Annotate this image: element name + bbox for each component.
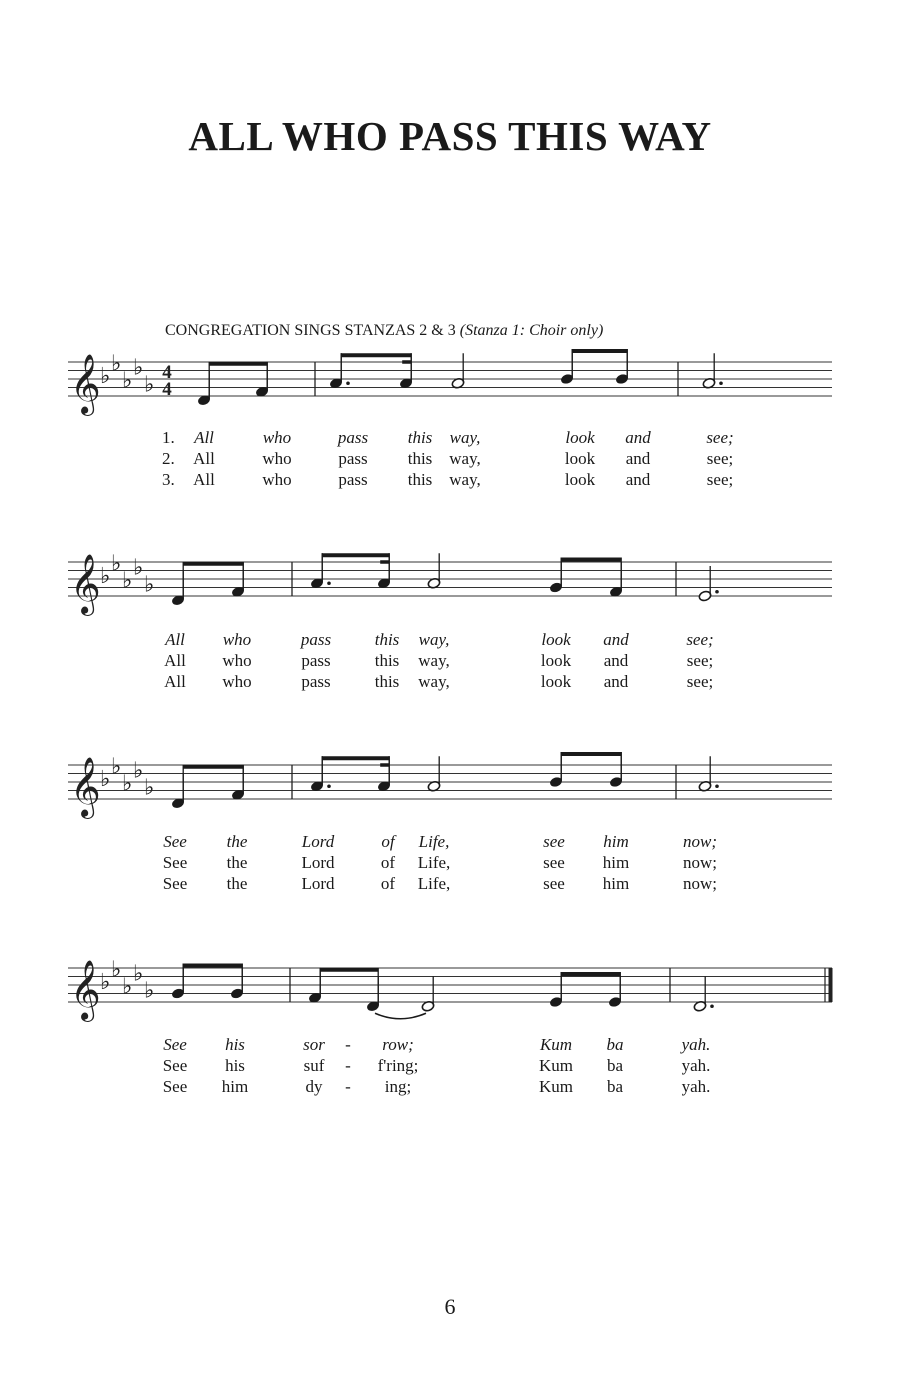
lyric-syllable: Life,: [417, 853, 451, 872]
beam: [322, 553, 389, 557]
lyric-syllable: see;: [706, 428, 734, 447]
note: [693, 976, 714, 1012]
lyric-syllable: See: [163, 1035, 187, 1054]
lyric-syllable: see;: [706, 470, 734, 489]
note: [310, 756, 331, 792]
lyric-syllable: his: [225, 1056, 245, 1075]
lyric-syllable: All: [193, 470, 215, 489]
note: [698, 756, 719, 792]
lyric-syllable: of: [380, 853, 396, 872]
lyric-syllable: look: [540, 651, 572, 670]
lyric-syllable: pass: [338, 449, 368, 468]
augmentation-dot: [327, 581, 331, 585]
lyric-syllable: see;: [686, 630, 714, 649]
lyric-syllable: way,: [418, 672, 450, 691]
lyric-syllable: and: [625, 428, 651, 447]
flat-icon: ♭: [100, 564, 111, 589]
lyric-syllable: see;: [706, 449, 734, 468]
lyric-syllable: him: [602, 874, 630, 893]
time-signature-bottom: 4: [162, 379, 172, 400]
lyric-syllable: who: [222, 651, 252, 670]
lyric-syllable: Kum: [539, 1077, 573, 1096]
lyric-syllable: him: [221, 1077, 249, 1096]
lyric-syllable: now;: [683, 832, 717, 851]
flat-icon: ♭: [122, 974, 133, 1000]
lyric-syllable: this: [374, 672, 400, 691]
lyric-syllable: yah.: [681, 1035, 711, 1054]
note: [427, 553, 441, 589]
note: [310, 553, 331, 589]
note: [451, 353, 465, 389]
lyric-syllable: this: [407, 428, 433, 447]
lyric-syllable: -: [345, 1035, 351, 1054]
beam: [183, 765, 243, 769]
flat-icon: ♭: [111, 351, 122, 377]
lyric-syllable: pass: [301, 651, 331, 670]
lyric-syllable: the: [226, 874, 248, 893]
lyric-syllable: See: [162, 853, 188, 872]
treble-clef-icon: 𝄞: [70, 554, 101, 614]
lyric-syllable: the: [226, 832, 248, 851]
augmentation-dot: [715, 590, 719, 594]
lyric-syllable: and: [603, 672, 629, 691]
lyric-syllable: this: [407, 449, 433, 468]
treble-clef-icon: 𝄞: [70, 757, 101, 817]
lyric-syllable: All: [164, 651, 186, 670]
beam: [322, 756, 389, 760]
staff-system: [0, 547, 900, 617]
lyric-syllable: See: [163, 832, 187, 851]
flat-icon: ♭: [133, 961, 144, 987]
augmentation-dot: [327, 784, 331, 788]
verse-number: 2.: [162, 449, 175, 468]
lyric-syllable: -: [345, 1056, 351, 1075]
lyric-syllable: see;: [686, 651, 714, 670]
beam: [561, 558, 621, 562]
beam: [341, 353, 411, 357]
lyric-syllable: this: [374, 651, 400, 670]
lyric-syllable: See: [162, 1056, 188, 1075]
lyric-syllable: see: [543, 853, 565, 872]
lyric-syllable: See: [162, 874, 188, 893]
augmentation-dot: [715, 784, 719, 788]
note: [702, 353, 723, 389]
page-title: ALL WHO PASS THIS WAY: [188, 113, 712, 159]
lyric-syllable: pass: [300, 630, 332, 649]
flat-icon: ♭: [133, 758, 144, 784]
flat-icon: ♭: [100, 767, 111, 792]
sixteenth-beam: [380, 560, 389, 564]
flat-icon: ♭: [122, 568, 133, 594]
staff-system: [0, 953, 900, 1023]
augmentation-dot: [719, 381, 723, 385]
flat-icon: ♭: [111, 957, 122, 983]
lyric-syllable: All: [194, 428, 214, 447]
performance-instruction: [165, 322, 603, 340]
lyric-syllable: way,: [449, 449, 481, 468]
lyric-syllable: who: [222, 672, 252, 691]
beam: [572, 349, 627, 353]
lyric-syllable: See: [162, 1077, 188, 1096]
lyric-syllable: look: [564, 470, 596, 489]
lyric-syllable: row;: [382, 1035, 414, 1054]
lyric-syllable: him: [602, 853, 630, 872]
flat-icon: ♭: [111, 754, 122, 780]
lyric-syllable: look: [540, 672, 572, 691]
flat-icon: ♭: [100, 364, 111, 389]
lyric-syllable: and: [625, 470, 651, 489]
sixteenth-beam: [402, 360, 411, 364]
flat-icon: ♭: [144, 572, 155, 598]
page-number: 6: [444, 1294, 456, 1319]
lyric-syllable: f'ring;: [377, 1056, 419, 1075]
lyric-syllable: way,: [449, 428, 481, 447]
lyric-syllable: look: [565, 428, 595, 447]
verse-number: 3.: [162, 470, 175, 489]
lyric-syllable: way,: [418, 651, 450, 670]
lyric-syllable: pass: [337, 428, 369, 447]
lyric-syllable: dy: [305, 1077, 323, 1096]
lyric-syllable: ing;: [384, 1077, 412, 1096]
lyric-syllable: All: [165, 630, 185, 649]
lyric-syllable: see;: [686, 672, 714, 691]
lyric-syllable: All: [193, 449, 215, 468]
lyric-syllable: of: [381, 832, 395, 851]
lyric-syllable: Life,: [417, 874, 451, 893]
lyric-syllable: look: [541, 630, 571, 649]
lyric-syllable: way,: [449, 470, 481, 489]
lyric-syllable: see: [543, 832, 565, 851]
flat-icon: ♭: [133, 555, 144, 581]
note: [421, 976, 435, 1012]
lyric-syllable: sor: [303, 1035, 325, 1054]
staff-system: [0, 347, 900, 417]
lyric-syllable: and: [625, 449, 651, 468]
lyric-syllable: now;: [683, 874, 717, 893]
lyric-syllable: who: [262, 470, 292, 489]
lyric-syllable: All: [164, 672, 186, 691]
lyric-syllable: ba: [606, 1077, 624, 1096]
beam: [561, 752, 621, 756]
lyric-syllable: Lord: [301, 853, 335, 872]
lyric-syllable: look: [564, 449, 596, 468]
lyric-syllable: Kum: [539, 1056, 573, 1075]
note: [427, 756, 441, 792]
beam: [183, 964, 242, 968]
treble-clef-icon: 𝄞: [70, 354, 101, 414]
lyric-syllable: and: [603, 630, 629, 649]
lyric-syllable: this: [407, 470, 433, 489]
time-signature-top: 4: [162, 362, 172, 383]
lyric-syllable: and: [603, 651, 629, 670]
treble-clef-icon: 𝄞: [70, 960, 101, 1020]
lyric-syllable: pass: [338, 470, 368, 489]
lyric-syllable: Kum: [539, 1035, 573, 1054]
lyric-syllable: him: [603, 832, 629, 851]
lyric-syllable: who: [262, 449, 292, 468]
lyric-syllable: of: [380, 874, 396, 893]
flat-icon: ♭: [122, 368, 133, 394]
lyric-syllable: yah.: [681, 1056, 711, 1075]
lyric-syllable: Life,: [418, 832, 450, 851]
flat-icon: ♭: [122, 771, 133, 797]
sixteenth-beam: [380, 763, 389, 767]
flat-icon: ♭: [144, 775, 155, 801]
beam: [183, 562, 243, 566]
lyric-syllable: now;: [683, 853, 717, 872]
lyric-syllable: the: [226, 853, 248, 872]
beam: [209, 362, 267, 366]
lyric-syllable: ba: [606, 1056, 624, 1075]
flat-icon: ♭: [144, 372, 155, 398]
augmentation-dot: [710, 1004, 714, 1008]
flat-icon: ♭: [144, 978, 155, 1004]
instruction-main: CONGREGATION SINGS STANZAS 2 & 3: [165, 322, 456, 339]
lyric-syllable: pass: [301, 672, 331, 691]
staff-system: [0, 750, 900, 820]
lyric-syllable: who: [262, 428, 292, 447]
flat-icon: ♭: [133, 355, 144, 381]
lyric-syllable: who: [222, 630, 252, 649]
verse-number: 1.: [162, 428, 175, 447]
lyric-syllable: way,: [418, 630, 450, 649]
note: [329, 353, 350, 389]
instruction-note: (Stanza 1: Choir only): [459, 322, 604, 339]
flat-icon: ♭: [111, 551, 122, 577]
lyric-syllable: suf: [303, 1056, 325, 1075]
augmentation-dot: [346, 381, 350, 385]
lyric-syllable: Lord: [301, 874, 335, 893]
lyric-syllable: -: [345, 1077, 351, 1096]
lyric-syllable: Lord: [301, 832, 335, 851]
final-barline-thick: [829, 968, 833, 1002]
lyric-syllable: see: [543, 874, 565, 893]
staff-lines: [68, 362, 832, 396]
lyric-syllable: ba: [606, 1035, 624, 1054]
lyric-syllable: his: [225, 1035, 245, 1054]
lyric-syllable: this: [374, 630, 400, 649]
beam: [320, 968, 378, 972]
lyric-syllable: yah.: [681, 1077, 711, 1096]
tie: [375, 1013, 426, 1019]
flat-icon: ♭: [100, 970, 111, 995]
beam: [561, 972, 620, 976]
